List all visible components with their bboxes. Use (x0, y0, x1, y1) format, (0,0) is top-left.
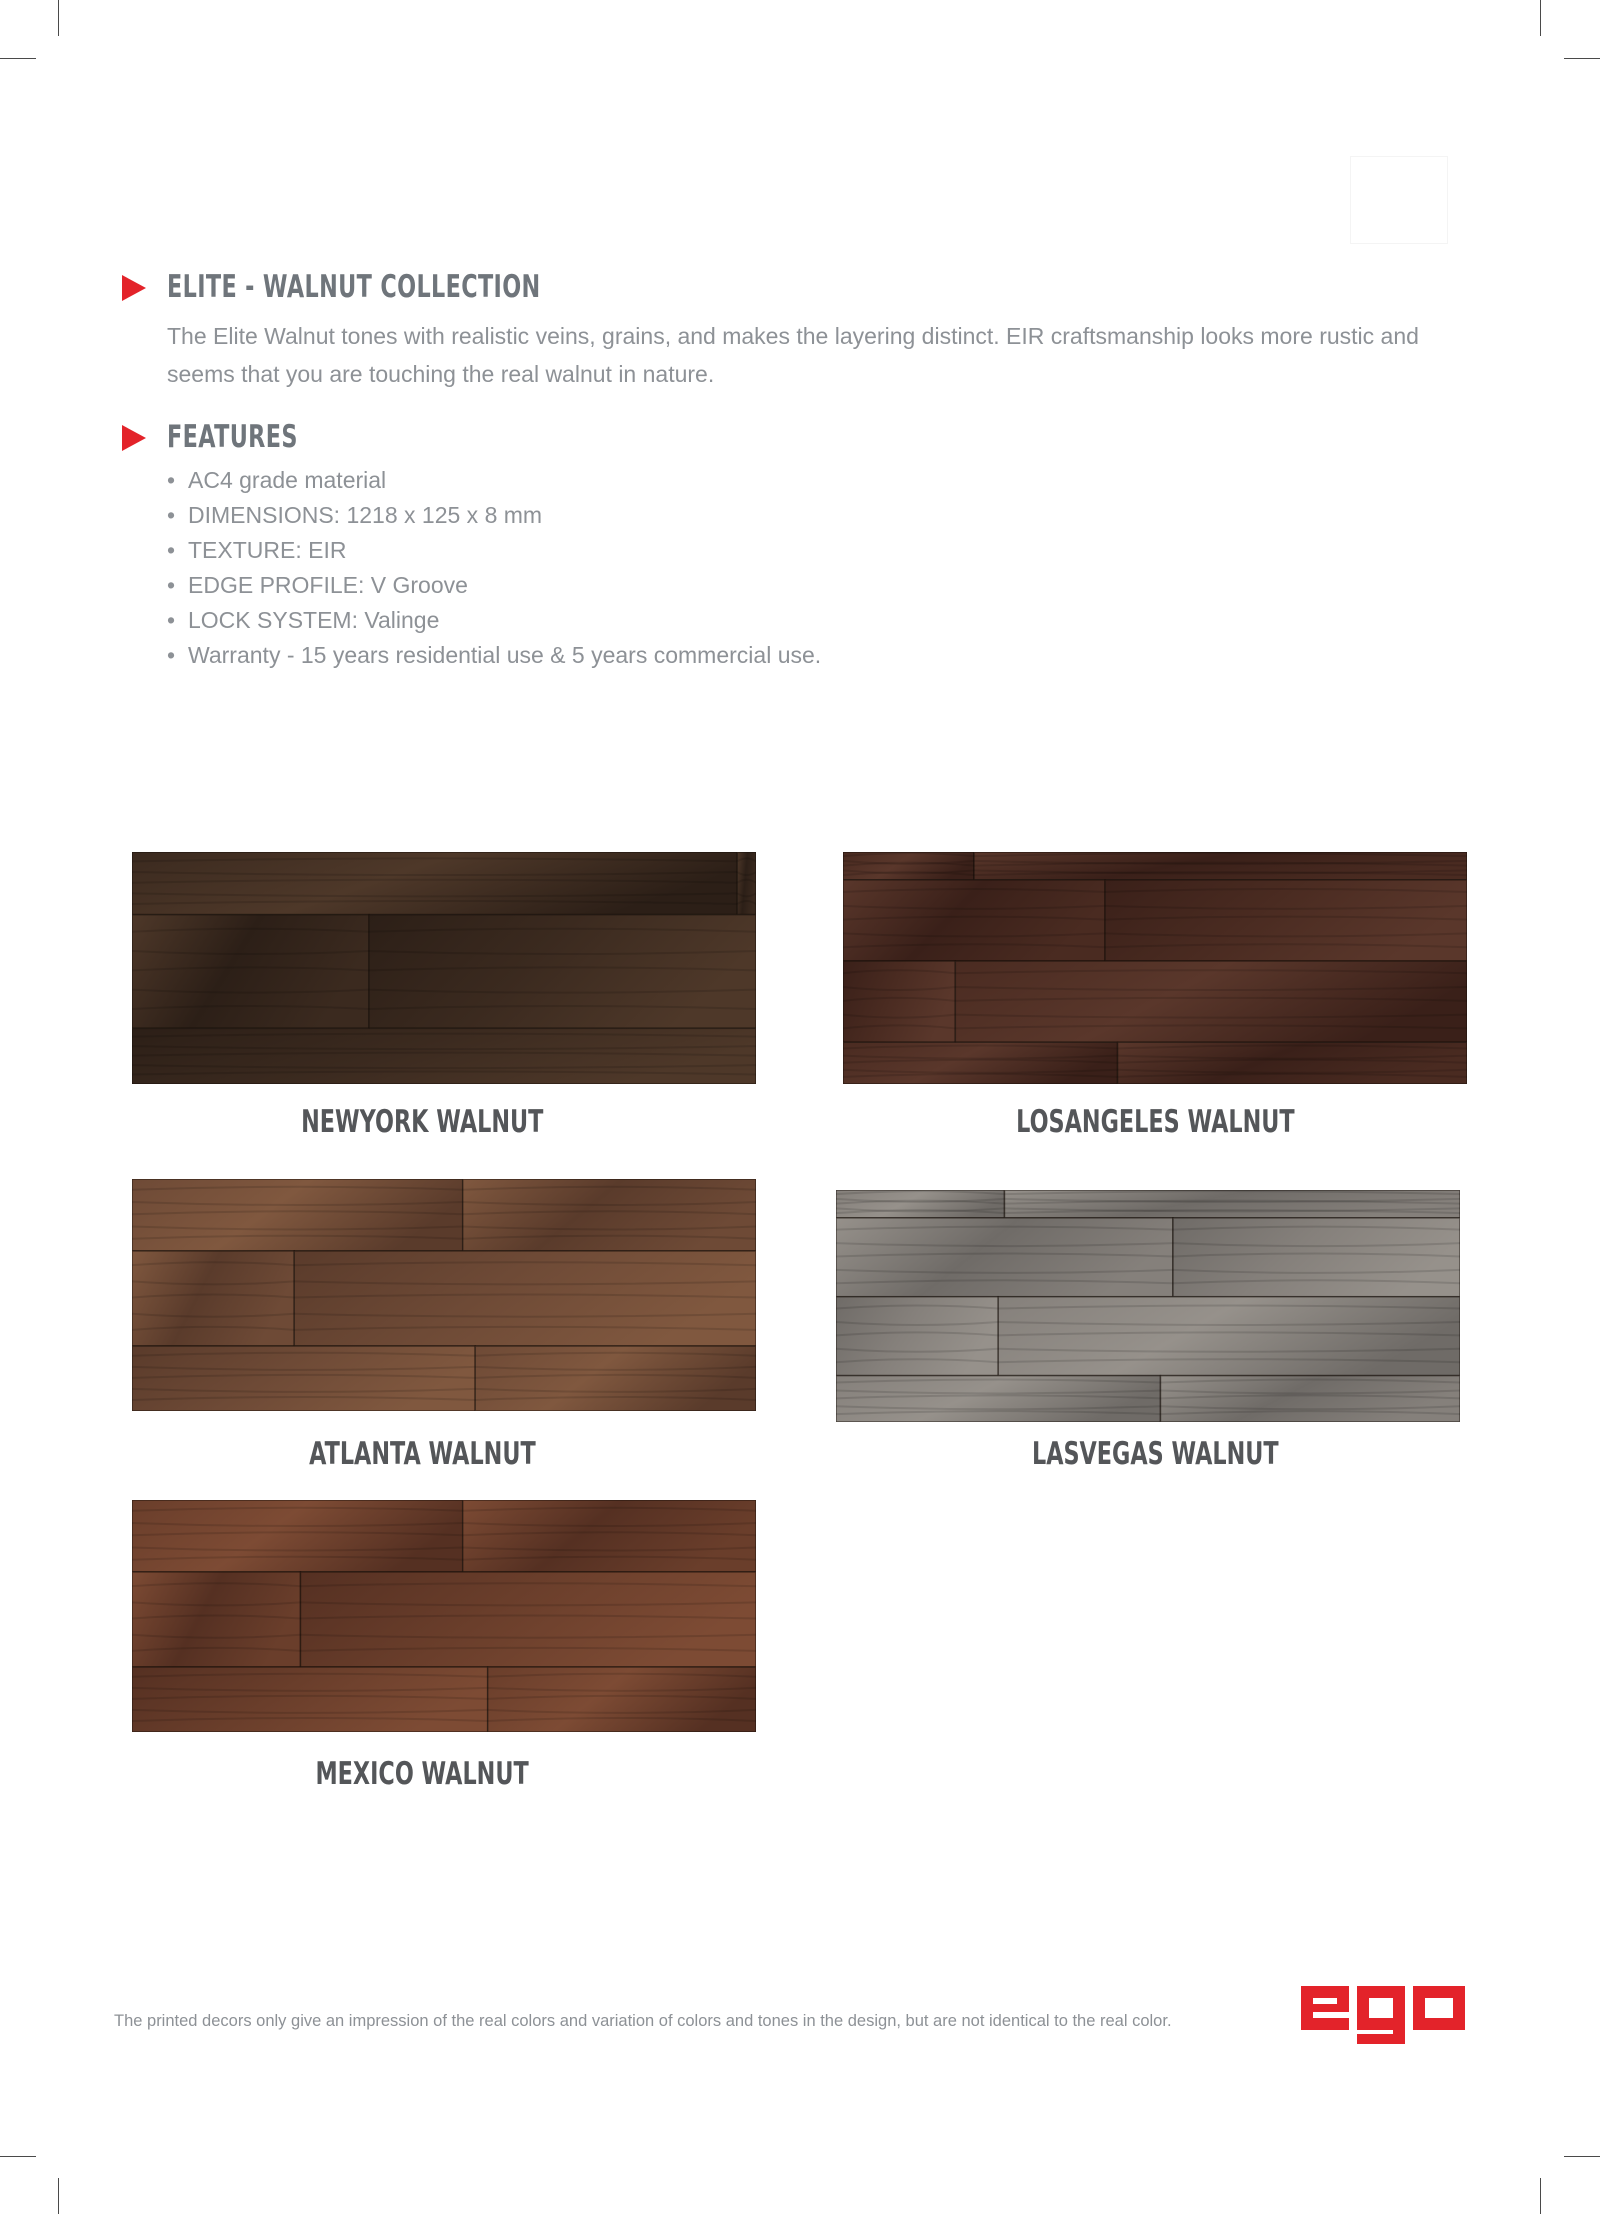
swatch-lasvegas-walnut (836, 1190, 1460, 1422)
wood-plank (132, 1667, 488, 1732)
product-name: NEWYORK WALNUT (300, 1104, 544, 1140)
wood-plank (737, 852, 756, 915)
wood-plank (463, 1179, 756, 1251)
wood-plank (836, 1218, 1173, 1297)
wood-plank (132, 915, 369, 1029)
features-list (167, 463, 821, 673)
wood-plank (132, 1346, 475, 1411)
crop-mark (1540, 0, 1541, 36)
wood-plank (955, 961, 1467, 1042)
wood-plank (294, 1251, 756, 1346)
product-name: ATLANTA WALNUT (308, 1436, 536, 1472)
ego-logo (1299, 1980, 1469, 2055)
wood-plank (1173, 1218, 1460, 1297)
wood-plank (369, 915, 756, 1029)
wood-plank (998, 1297, 1460, 1376)
wood-plank (843, 852, 974, 880)
wood-plank (836, 1190, 1004, 1218)
wood-plank (843, 1042, 1118, 1084)
collection-title: ELITE - WALNUT COLLECTION (167, 269, 541, 305)
wood-plank (488, 1667, 756, 1732)
bullet-icon: • (167, 642, 176, 668)
wood-plank (836, 1297, 998, 1376)
wood-plank (463, 1500, 756, 1572)
wood-plank (132, 1251, 294, 1346)
wood-plank (1118, 1042, 1467, 1084)
wood-plank (132, 1500, 463, 1572)
bullet-icon: • (167, 537, 176, 563)
wood-plank (300, 1572, 756, 1667)
swatch-newyork-walnut (132, 852, 756, 1084)
feature-item: • AC4 grade material (167, 463, 821, 498)
wood-plank (843, 880, 1105, 961)
collection-description: The Elite Walnut tones with realistic veins, grains, and makes the layering distinct. EIR craftsmanship looks more rustic and seems that you are touching the real walnut in nature. (167, 323, 1419, 387)
red-arrow-icon (122, 275, 146, 301)
crop-mark (1540, 2178, 1541, 2214)
bullet-icon: • (167, 607, 176, 633)
feature-item: • Warranty - 15 years residential use & 5 years commercial use. (167, 638, 821, 673)
crop-mark (1564, 2156, 1600, 2157)
bullet-icon: • (167, 572, 176, 598)
swatch-losangeles-walnut (843, 852, 1467, 1084)
wood-plank (1004, 1190, 1460, 1218)
feature-item: • EDGE PROFILE: V Groove (167, 568, 821, 603)
feature-item: • LOCK SYSTEM: Valinge (167, 603, 821, 638)
wood-plank (132, 1028, 756, 1084)
product-name: MEXICO WALNUT (315, 1756, 529, 1792)
feature-item: • DIMENSIONS: 1218 x 125 x 8 mm (167, 498, 821, 533)
wood-plank (475, 1346, 756, 1411)
crop-mark (1564, 58, 1600, 59)
wood-plank (974, 852, 1467, 880)
red-arrow-icon (122, 425, 146, 451)
crop-mark (58, 2178, 59, 2214)
crop-mark (0, 58, 36, 59)
wood-plank (132, 1179, 463, 1251)
wood-plank (1160, 1376, 1460, 1422)
swatch-atlanta-walnut (132, 1179, 756, 1411)
swatch-mexico-walnut (132, 1500, 756, 1732)
wood-plank (132, 1572, 300, 1667)
features-title: FEATURES (167, 419, 298, 455)
wood-plank (1105, 880, 1467, 961)
disclaimer-text: The printed decors only give an impression of the real colors and variation of colors and tones in the design, but are not identical to the real color. (114, 2012, 1172, 2030)
wood-plank (843, 961, 955, 1042)
bullet-icon: • (167, 467, 176, 493)
placeholder-box (1350, 156, 1448, 244)
product-name: LOSANGELES WALNUT (1015, 1104, 1295, 1140)
bullet-icon: • (167, 502, 176, 528)
feature-item: • TEXTURE: EIR (167, 533, 821, 568)
wood-plank (836, 1376, 1160, 1422)
wood-plank (132, 852, 737, 915)
crop-mark (58, 0, 59, 36)
product-name: LASVEGAS WALNUT (1031, 1436, 1279, 1472)
crop-mark (0, 2156, 36, 2157)
